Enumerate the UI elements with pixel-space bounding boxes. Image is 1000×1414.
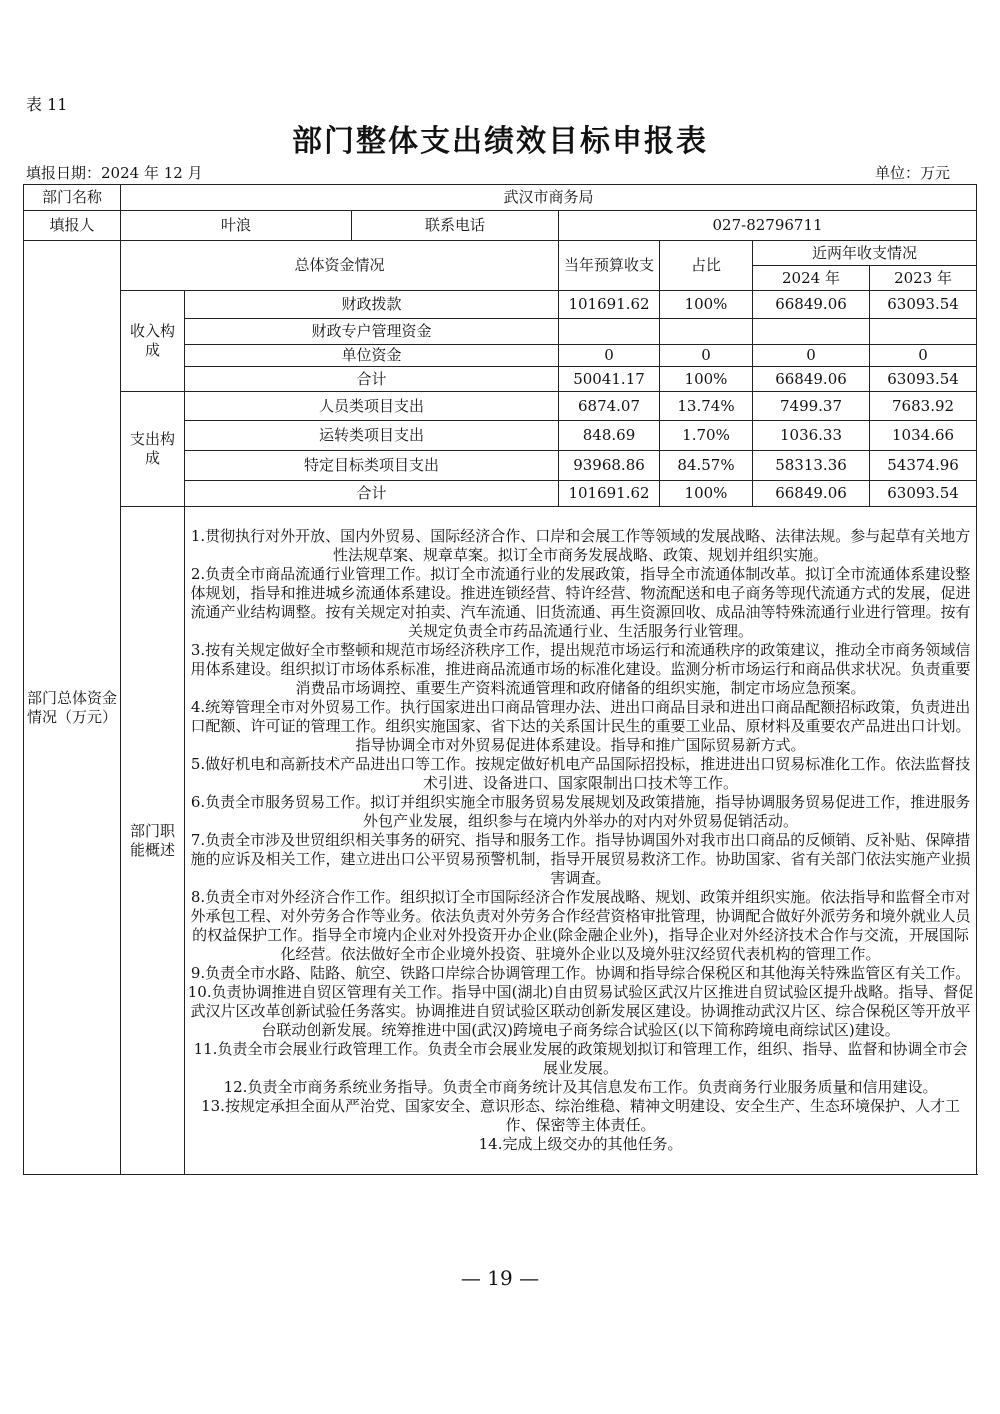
expense-2024: 7499.37 bbox=[753, 392, 870, 421]
duty-item: 7.负责全市涉及世贸组织相关事务的研究、指导和服务工作。指导协调国外对我市出口商品的反倾销、反补贴、保障措施的应诉及相关工作，建立进出口公平贸易预警机制，指导开展贸易救济工作。协助国家、省有关部门依法实施产业损害调查。 bbox=[190, 831, 971, 887]
overall-funds-label: 总体资金情况 bbox=[121, 241, 559, 291]
expense-ratio: 13.74% bbox=[660, 392, 753, 421]
expense-budget: 6874.07 bbox=[559, 392, 660, 421]
duty-item: 9.负责全市水路、陆路、航空、铁路口岸综合协调管理工作。协调和指导综合保税区和其他海关特殊监管区有关工作。 bbox=[190, 964, 971, 982]
income-budget: 0 bbox=[559, 345, 660, 367]
phone-value: 027-82796711 bbox=[559, 211, 977, 241]
duties-label: 部门职能概述 bbox=[121, 507, 185, 1175]
duty-item: 2.负责全市商品流通行业管理工作。拟订全市流通行业的发展政策，指导全市流通体制改革。拟订全市流通体系建设整体规划，指导和推进城乡流通体系建设。推进连锁经营、特许经营、物流配送和电子商务等现代流通方式的发展，促进流通产业结构调整。按有关规定对拍卖、汽车流通、旧货流通、再生资源回收、成品油等特殊流通行业进行管理。按有关规定负责全市药品流通行业、生活服务行业管理。 bbox=[190, 565, 971, 640]
income-2024: 0 bbox=[753, 345, 870, 367]
duty-item: 11.负责全市会展业行政管理工作。负责全市会展业发展的政策规划拟订和管理工作，组织、指导、监督和协调全市会展业发展。 bbox=[193, 1040, 968, 1077]
fill-date: 填报日期：2024 年 12 月 bbox=[26, 164, 203, 182]
income-2023: 63093.54 bbox=[870, 291, 977, 319]
income-label: 收入构成 bbox=[121, 291, 185, 392]
duty-item: 3.按有关规定做好全市整顿和规范市场经济秩序工作，提出规范市场运行和流通秩序的政策建议，推动全市商务领域信用体系建设。组织拟订市场体系标准，推进商品流通市场的标准化建设。监测分析市场运行和商品供求状况。负责重要消费品市场调控、重要生产资料流通管理和政府储备的组织实施，制定市场应急预案。 bbox=[190, 641, 971, 697]
income-2024 bbox=[753, 319, 870, 345]
income-ratio: 100% bbox=[660, 367, 753, 392]
expense-2024: 58313.36 bbox=[753, 451, 870, 481]
income-row bbox=[24, 291, 977, 319]
performance-target-table bbox=[23, 184, 977, 1175]
income-2024: 66849.06 bbox=[753, 367, 870, 392]
ratio-label: 占比 bbox=[660, 241, 753, 291]
expense-name: 运转类项目支出 bbox=[185, 421, 559, 451]
filler-name: 叶浪 bbox=[121, 211, 352, 241]
duties-row bbox=[24, 507, 977, 1175]
income-2024: 66849.06 bbox=[753, 291, 870, 319]
duty-item: 8.负责全市对外经济合作工作。组织拟订全市国际经济合作发展战略、规划、政策并组织实施。依法指导和监督全市对外承包工程、对外劳务合作等业务。依法负责对外劳务合作经营资格审批管理，协调配合做好外派劳务和境外就业人员的权益保护工作。指导全市境内企业对外投资开办企业(除金融企业外)，指导企业对外经济技术合作与交流，开展国际化经营。依法做好全市企业境外投资、驻境外企业以及境外驻汉经贸代表机构的管理工作。 bbox=[190, 888, 971, 963]
expense-2023: 7683.92 bbox=[870, 392, 977, 421]
duty-item: 13.按规定承担全面从严治党、国家安全、意识形态、综治维稳、精神文明建设、安全生产、生态环境保护、人才工作、保密等主体责任。 bbox=[201, 1097, 960, 1134]
recent-label: 近两年收支情况 bbox=[753, 241, 977, 266]
expense-budget: 93968.86 bbox=[559, 451, 660, 481]
funds-header-row bbox=[24, 241, 977, 266]
income-name: 财政拨款 bbox=[185, 291, 559, 319]
duty-item: 12.负责全市商务系统业务指导。负责全市商务统计及其信息发布工作。负责商务行业服务质量和信用建设。 bbox=[223, 1078, 938, 1096]
income-2023: 63093.54 bbox=[870, 367, 977, 392]
duty-item: 10.负责协调推进自贸区管理有关工作。指导中国(湖北)自由贸易试验区武汉片区推进自贸试验区提升战略。指导、督促武汉片区改革创新试验任务落实。协调推进自贸试验区联动创新发展区建设。协调推动武汉片区、综合保税区等开放平台联动创新发展。统筹推进中国(武汉)跨境电子商务综合试验区(以下简称跨境电商综试区)建设。 bbox=[187, 983, 974, 1039]
filler-row bbox=[24, 211, 977, 241]
income-budget: 101691.62 bbox=[559, 291, 660, 319]
phone-label: 联系电话 bbox=[352, 211, 559, 241]
expense-2023: 1034.66 bbox=[870, 421, 977, 451]
page-number: — 19 — bbox=[460, 1266, 540, 1290]
expense-budget: 101691.62 bbox=[559, 481, 660, 507]
budget-label: 当年预算收支 bbox=[559, 241, 660, 291]
income-budget: 50041.17 bbox=[559, 367, 660, 392]
income-name: 合计 bbox=[185, 367, 559, 392]
expense-label: 支出构成 bbox=[121, 392, 185, 507]
expense-ratio: 84.57% bbox=[660, 451, 753, 481]
duty-item: 5.做好机电和高新技术产品进出口等工作。按规定做好机电产品国际招投标，推进进出口贸易标准化工作。依法监督技术引进、设备进口、国家限制出口技术等工作。 bbox=[190, 755, 971, 792]
income-ratio: 100% bbox=[660, 291, 753, 319]
expense-row bbox=[24, 392, 977, 421]
expense-2023: 63093.54 bbox=[870, 481, 977, 507]
unit-label: 单位：万元 bbox=[874, 164, 950, 182]
duty-item: 4.统筹管理全市对外贸易工作。执行国家进出口商品管理办法、进出口商品目录和进出口商品配额招标政策，负责进出口配额、许可证的管理工作。组织实施国家、省下达的关系国计民生的重要工业品、原材料及重要农产品进出口计划。指导协调全市对外贸易促进体系建设。指导和推广国际贸易新方式。 bbox=[190, 698, 971, 754]
duty-item: 6.负责全市服务贸易工作。拟订并组织实施全市服务贸易发展规划及政策措施，指导协调服务贸易促进工作，推进服务外包产业发展，组织参与在境内外举办的对内对外贸易促销活动。 bbox=[190, 793, 971, 830]
expense-ratio: 1.70% bbox=[660, 421, 753, 451]
expense-name: 人员类项目支出 bbox=[185, 392, 559, 421]
income-budget bbox=[559, 319, 660, 345]
income-ratio bbox=[660, 319, 753, 345]
dept-row bbox=[24, 185, 977, 211]
year-2023: 2023 年 bbox=[870, 266, 977, 291]
expense-2024: 1036.33 bbox=[753, 421, 870, 451]
income-name: 财政专户管理资金 bbox=[185, 319, 559, 345]
expense-ratio: 100% bbox=[660, 481, 753, 507]
income-ratio: 0 bbox=[660, 345, 753, 367]
expense-budget: 848.69 bbox=[559, 421, 660, 451]
expense-2023: 54374.96 bbox=[870, 451, 977, 481]
funds-section-label: 部门总体资金情况（万元） bbox=[24, 241, 121, 1175]
income-name: 单位资金 bbox=[185, 345, 559, 367]
dept-label: 部门名称 bbox=[24, 185, 121, 211]
filler-label: 填报人 bbox=[24, 211, 121, 241]
page-title: 部门整体支出绩效目标申报表 bbox=[292, 124, 708, 159]
expense-2024: 66849.06 bbox=[753, 481, 870, 507]
income-2023 bbox=[870, 319, 977, 345]
dept-value: 武汉市商务局 bbox=[121, 185, 977, 211]
duty-item: 14.完成上级交办的其他任务。 bbox=[478, 1135, 683, 1153]
expense-name: 合计 bbox=[185, 481, 559, 507]
duty-item: 1.贯彻执行对外开放、国内外贸易、国际经济合作、口岸和会展工作等领域的发展战略、法律法规。参与起草有关地方性法规草案、规章草案。拟订全市商务发展战略、政策、规划并组织实施。 bbox=[190, 527, 971, 564]
table-number: 表 11 bbox=[26, 95, 68, 114]
duties-description bbox=[185, 507, 977, 1175]
expense-name: 特定目标类项目支出 bbox=[185, 451, 559, 481]
year-2024: 2024 年 bbox=[753, 266, 870, 291]
income-2023: 0 bbox=[870, 345, 977, 367]
